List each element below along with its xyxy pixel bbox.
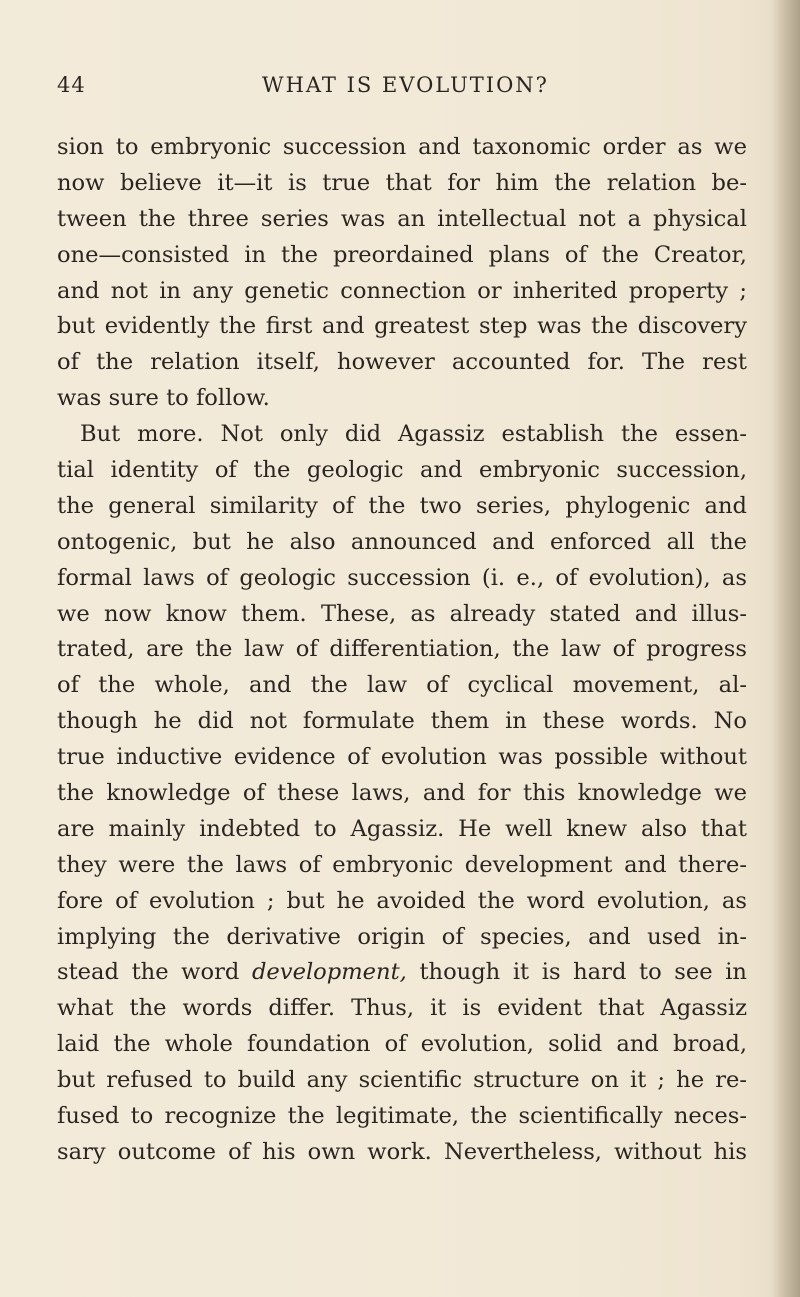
text-line: now believe it—it is true that for him the relation be-: [57, 169, 747, 196]
text-line: fore of evolution ; but he avoided the word evolution, as: [57, 887, 747, 914]
text-line: but refused to build any scientific structure on it ; he re-: [57, 1067, 747, 1094]
text-line: fused to recognize the legitimate, the scientifically neces-: [57, 1103, 747, 1130]
running-title: WHAT IS EVOLUTION?: [262, 73, 549, 97]
text-line: implying the derivative origin of species, and used in-: [57, 923, 747, 950]
text-line: [57, 955, 747, 991]
text-line: tial identity of the geologic and embryonic succession,: [57, 457, 747, 484]
text-line: of the relation itself, however accounted for. The rest: [57, 349, 747, 376]
text-line: laid the whole foundation of evolution, solid and broad,: [57, 1031, 747, 1058]
text-line: But more. Not only did Agassiz establish the essen-: [80, 421, 747, 448]
text-line: sary outcome of his own work. Nevertheless, without his: [57, 1138, 747, 1165]
text-line: formal laws of geologic succession (i. e., of evolution), as: [57, 564, 747, 591]
text-line: are mainly indebted to Agassiz. He well knew also that: [57, 815, 747, 842]
body-text: [57, 130, 747, 1171]
text-line: tween the three series was an intellectual not a physical: [57, 205, 747, 232]
text-fragment: though it is hard to see in: [419, 959, 747, 986]
text-line: was sure to follow.: [57, 385, 270, 412]
text-line: one—consisted in the preordained plans of the Creator,: [57, 241, 747, 268]
text-fragment: stead the word: [57, 959, 240, 986]
page-header: [57, 73, 747, 105]
text-line: we now know them. These, as already stated and illus-: [57, 600, 747, 627]
text-line: what the words differ. Thus, it is evident that Agassiz: [57, 995, 747, 1022]
page-number: 44: [57, 73, 86, 97]
text-line: true inductive evidence of evolution was possible without: [57, 744, 747, 771]
text-line: ontogenic, but he also announced and enforced all the: [57, 528, 747, 555]
italic-word: development,: [251, 959, 407, 986]
text-line: sion to embryonic succession and taxonomic order as we: [57, 134, 747, 160]
text-line: but evidently the first and greatest step was the discovery: [57, 313, 747, 340]
page-edge-shadow: [772, 0, 800, 1297]
text-line: of the whole, and the law of cyclical movement, al-: [57, 672, 747, 699]
text-line: the knowledge of these laws, and for this knowledge we: [57, 780, 747, 807]
text-line: trated, are the law of differentiation, the law of progress: [57, 636, 747, 663]
text-line: the general similarity of the two series, phylogenic and: [57, 492, 747, 519]
text-line: and not in any genetic connection or inherited property ;: [57, 277, 747, 304]
text-line: though he did not formulate them in these words. No: [57, 708, 747, 735]
text-line: they were the laws of embryonic development and there-: [57, 851, 747, 878]
